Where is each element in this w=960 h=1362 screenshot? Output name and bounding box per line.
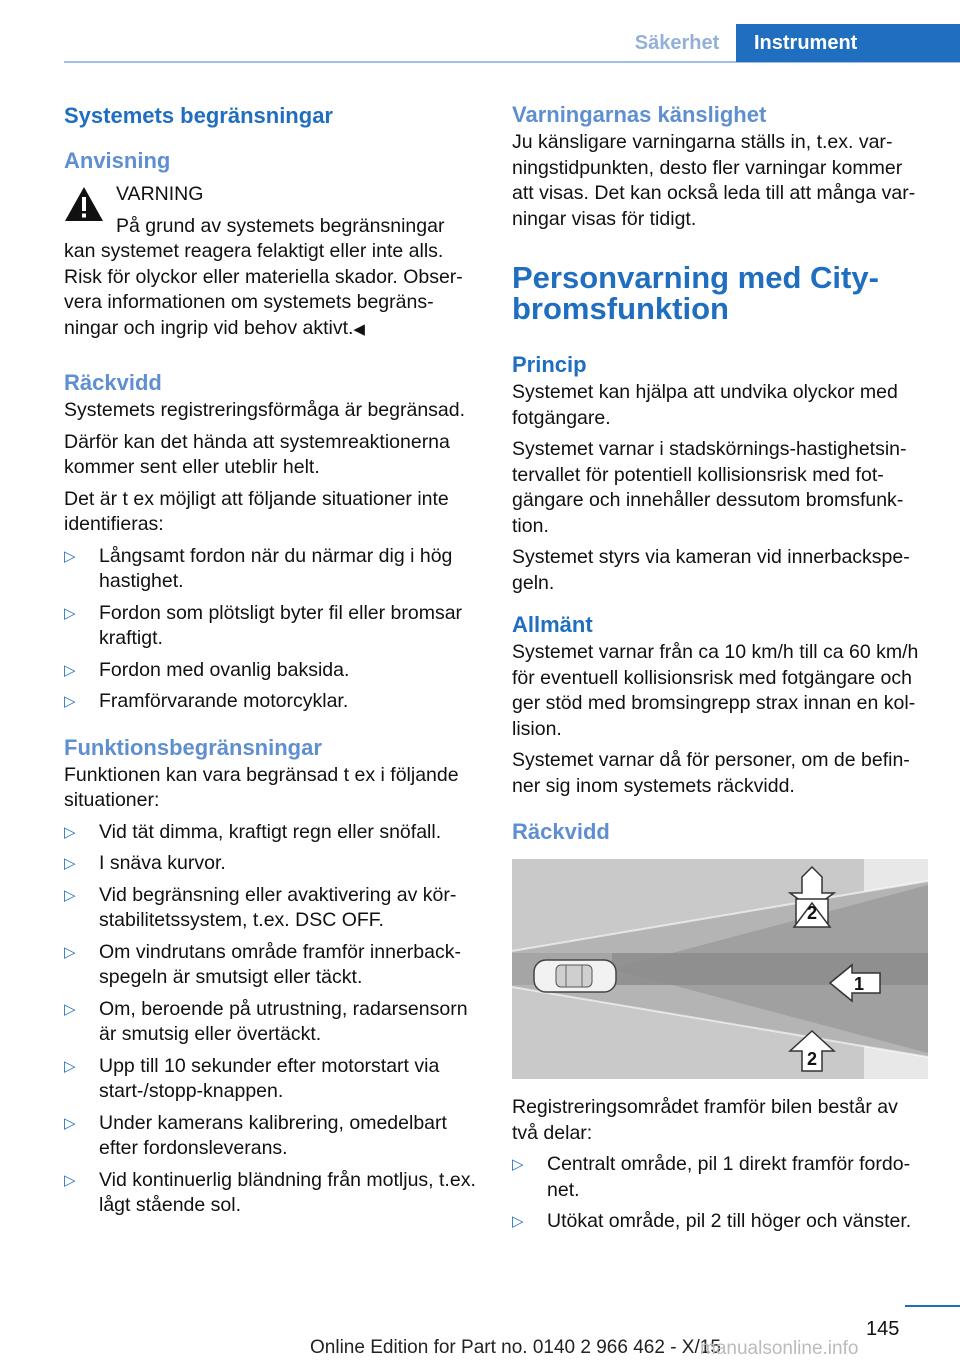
svg-text:2: 2 [806,1049,818,1069]
princip-p3: Systemet styrs via kameran vid innerbackspegeln. [512,546,910,594]
triangle-right-outline-icon: ▷ [64,604,76,622]
list-item: ▷ Framförvarande motorcyklar. [64,689,480,715]
list-item: ▷ Vid begränsning eller avaktivering av körstabilitetssystem, t.ex. DSC OFF. [64,883,457,931]
kanslighet-heading: Varningarnas känslighet [512,102,767,127]
allmant-heading: Allmänt [512,612,593,637]
tab-safety[interactable]: Säkerhet [634,32,720,54]
rackvidd-p3: Det är t ex möjligt att följande situationer inte identifieras: [64,487,449,535]
list-item: ▷ Under kamerans kalibrering, omedelbart efter fordonsleverans. [64,1111,447,1159]
anvisning-heading: Anvisning [64,148,171,173]
list-item: ▷ Centralt område, pil 1 direkt framför fordonet. [512,1153,911,1201]
list-item: ▷ Upp till 10 sekunder efter motorstart via start-/stopp-knappen. [64,1054,440,1102]
list-item: ▷ Vid kontinuerlig bländning från motljus, t.ex. lågt stående sol. [64,1168,476,1216]
footer-rule [905,1305,960,1307]
princip-p2: Systemet varnar i stadskörnings-hastighetsintervallet för potentiell kollisionsrisk med fotgängare och innehåller dessutom bromsfunktion. [512,438,907,537]
triangle-right-outline-icon: ▷ [64,1000,76,1018]
triangle-right-outline-icon: ▷ [64,823,76,841]
detection-range-illustration [512,859,928,1079]
range-list [512,1152,928,1235]
warning-triangle-icon [64,186,104,222]
allmant-p1: Systemet varnar från ca 10 km/h till ca 60 km/h för eventuell kollisionsrisk med fotgängare och ger stöd med bromsingrepp strax innan en kollision. [512,641,919,740]
triangle-right-outline-icon: ▷ [64,943,76,961]
figure-caption: Registreringsområdet framför bilen består av två delar: [512,1096,898,1144]
funktion-p: Funktionen kan vara begränsad t ex i följande situationer: [64,763,459,811]
rackvidd-p2: Därför kan det hända att systemreaktionerna kommer sent eller uteblir helt. [64,430,450,478]
kanslighet-p: Ju känsligare varningarna ställs in, t.ex. varningstidpunkten, desto fler varningar kommer att visas. Det kan också leda till att många varningar visas för tidigt. [512,131,916,230]
funktion-heading: Funktionsbegränsningar [64,734,322,760]
end-mark-icon: ◀ [353,320,365,338]
list-item: ▷ Fordon med ovanlig baksida. [64,658,480,684]
section-title: Systemets begränsningar [64,103,333,128]
rackvidd-heading: Räckvidd [64,370,162,395]
warning-body: kan systemet reagera felaktigt eller inte alls. Risk för olyckor eller materiella skador. Observera informationen om systemets begränsningar och ingrip vid behov aktivt.◀ [64,240,463,339]
right-column [512,100,928,1235]
funktion-list [64,820,480,1219]
page-number: 145 [866,1318,900,1340]
svg-text:2: 2 [806,903,818,923]
list-item: ▷ Långsamt fordon när du närmar dig i hög hastighet. [64,544,453,592]
svg-text:1: 1 [853,974,865,994]
rackvidd-p1: Systemets registreringsförmåga är begränsad. [64,399,466,421]
triangle-right-outline-icon: ▷ [64,855,76,872]
warning-first-line: På grund av systemets begränsningar [116,214,445,237]
warning-label: VARNING [116,183,204,205]
triangle-right-outline-icon: ▷ [64,886,76,904]
detection-range-figure [512,859,928,1079]
triangle-right-outline-icon: ▷ [64,1057,76,1075]
princip-p1: Systemet kan hjälpa att undvika olyckor med fotgängare. [512,381,898,429]
triangle-right-outline-icon: ▷ [64,547,76,565]
footer-edition: Online Edition for Part no. 0140 2 966 462 - X/15 [310,1337,721,1358]
tab-instrument[interactable]: Instrument [736,24,960,62]
rackvidd-list [64,544,480,715]
chapter-heading: Personvarning med City-bromsfunktion [512,260,879,326]
list-item: ▷ Om, beroende på utrustning, radarsensorn är smutsig eller övertäckt. [64,997,468,1045]
list-item: ▷ Fordon som plötsligt byter fil eller bromsar kraftigt. [64,601,463,649]
list-item: ▷ Vid tät dimma, kraftigt regn eller snöfall. [64,820,480,846]
triangle-right-outline-icon: ▷ [64,1114,76,1132]
allmant-p2: Systemet varnar då för personer, om de befinner sig inom systemets räckvidd. [512,749,910,797]
triangle-right-outline-icon: ▷ [64,1171,76,1189]
princip-heading: Princip [512,352,587,377]
list-item: ▷ Utökat område, pil 2 till höger och vänster. [512,1209,928,1235]
rackvidd-right-heading: Räckvidd [512,819,610,844]
triangle-right-outline-icon: ▷ [512,1156,524,1173]
car-icon [534,960,616,992]
triangle-right-outline-icon: ▷ [64,693,76,710]
warning-box [64,182,480,342]
list-item: ▷ Om vindrutans område framför innerbackspegeln är smutsigt eller täckt. [64,940,461,988]
watermark: manualsonline.info [700,1338,859,1359]
list-item: ▷ I snäva kurvor. [64,851,480,877]
triangle-right-outline-icon: ▷ [512,1213,524,1230]
triangle-right-outline-icon: ▷ [64,661,76,679]
left-column [64,100,480,1219]
